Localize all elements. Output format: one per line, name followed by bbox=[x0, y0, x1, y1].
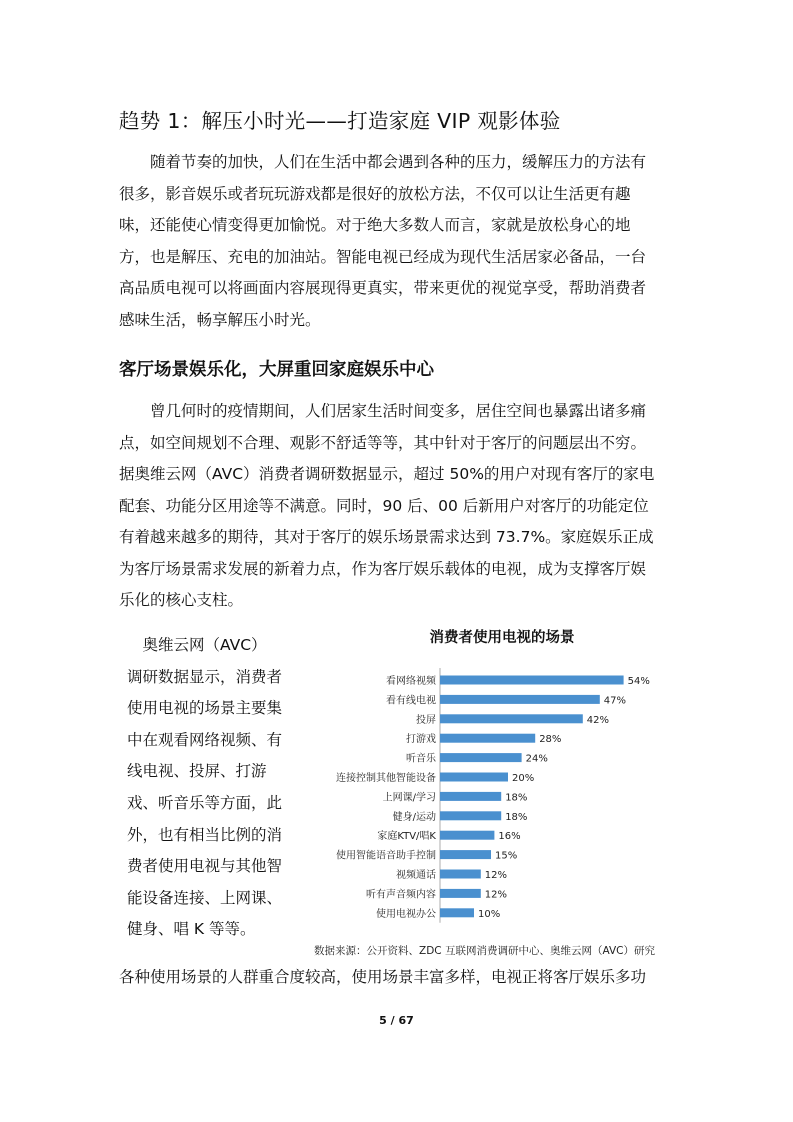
category-label: 上网课/学习 bbox=[382, 792, 436, 804]
category-label: 打游戏 bbox=[406, 734, 436, 746]
value-label: 18% bbox=[505, 811, 528, 823]
bar bbox=[440, 850, 491, 859]
bar bbox=[440, 714, 583, 723]
paragraph-line: 有着越来越多的期待，其对于客厅的娱乐场景需求达到 73.7%。家庭娱乐正成 bbox=[119, 528, 654, 546]
value-label: 54% bbox=[627, 676, 650, 687]
category-label: 健身/运动 bbox=[392, 811, 436, 823]
value-label: 47% bbox=[603, 695, 627, 707]
side-text-line: 线电视、投屏、打游 bbox=[127, 762, 267, 781]
category-label: 连接控制其他智能设备 bbox=[336, 773, 436, 784]
bar bbox=[440, 811, 501, 820]
paragraph-line: 感味生活，畅享解压小时光。 bbox=[119, 310, 321, 329]
paragraph-line: 曾几何时的疫情期间，人们居家生活时间变多，居住空间也暴露出诸多痛 bbox=[119, 402, 647, 420]
side-text bbox=[127, 630, 297, 946]
data-source-note: 数据来源：公开资料、ZDC 互联网消费调研中心、奥维云网（AVC）研究 bbox=[314, 945, 655, 957]
side-text-line: 能设备连接、上网课、 bbox=[127, 888, 283, 907]
value-label: 15% bbox=[495, 850, 518, 862]
side-text-line: 使用电视的场景主要集 bbox=[127, 699, 283, 718]
paragraph-line: 为客厅场景需求发展的新着力点，作为客厅娱乐载体的电视，成为支撑客厅娱 bbox=[119, 559, 647, 578]
intro-paragraph bbox=[119, 147, 677, 336]
value-label: 42% bbox=[586, 714, 610, 726]
value-label: 20% bbox=[512, 773, 535, 784]
paragraph-line: 味，还能使心情变得更加愉悦。对于绝大多数人而言，家就是放松身心的地 bbox=[119, 216, 631, 234]
bar bbox=[440, 734, 535, 743]
bar bbox=[440, 908, 474, 917]
category-label: 视频通话 bbox=[396, 870, 436, 881]
section-heading: 趋势 1：解压小时光——打造家庭 VIP 观影体验 bbox=[119, 109, 561, 133]
paragraph-line: 高品质电视可以将画面内容展现得更真实，带来更优的视觉享受，帮助消费者 bbox=[119, 279, 647, 297]
paragraph-line: 方，也是解压、充电的加油站。智能电视已经成为现代生活居家必备品，一台 bbox=[119, 247, 647, 266]
category-label: 投屏 bbox=[416, 714, 436, 726]
side-text-line: 调研数据显示，消费者 bbox=[127, 667, 283, 686]
value-label: 12% bbox=[484, 870, 508, 881]
bar bbox=[440, 773, 508, 782]
side-text-line: 戏、听音乐等方面，此 bbox=[127, 793, 283, 812]
paragraph-line: 随着节奏的加快，人们在生活中都会遇到各种的压力，缓解压力的方法有 bbox=[119, 153, 647, 171]
category-label: 使用电视办公 bbox=[376, 908, 436, 920]
page-number: 5 / 67 bbox=[379, 1014, 414, 1027]
category-label: 使用智能语音助手控制 bbox=[336, 850, 436, 862]
bar bbox=[440, 889, 481, 898]
paragraph-line: 点，如空间规划不合理、观影不舒适等等，其中针对于客厅的问题层出不穷。 bbox=[119, 433, 647, 452]
bar bbox=[440, 695, 600, 704]
side-text-line: 奥维云网（AVC） bbox=[127, 636, 267, 654]
continuation-text: 各种使用场景的人群重合度较高，使用场景丰富多样，电视正将客厅娱乐多功 bbox=[119, 968, 647, 986]
living-room-paragraph bbox=[119, 396, 677, 617]
paragraph-line: 配套、功能分区用途等不满意。同时，90 后、00 后新用户对客厅的功能定位 bbox=[119, 496, 649, 515]
subsection-heading: 客厅场景娱乐化，大屏重回家庭娱乐中心 bbox=[119, 360, 434, 380]
side-text-line: 费者使用电视与其他智 bbox=[127, 857, 283, 876]
category-label: 看有线电视 bbox=[386, 695, 436, 707]
bar bbox=[440, 831, 494, 840]
value-label: 16% bbox=[498, 831, 521, 843]
bar bbox=[440, 676, 624, 685]
side-text-line: 中在观看网络视频、有 bbox=[127, 730, 283, 749]
category-label: 听音乐 bbox=[406, 753, 436, 765]
side-text-line: 健身、唱 K 等等。 bbox=[127, 920, 256, 939]
value-label: 28% bbox=[539, 734, 562, 746]
paragraph-line: 据奥维云网（AVC）消费者调研数据显示，超过 50%的用户对现有客厅的家电 bbox=[119, 465, 655, 483]
chart-title: 消费者使用电视的场景 bbox=[429, 630, 575, 646]
bar bbox=[440, 753, 522, 762]
bar bbox=[440, 870, 481, 879]
value-label: 10% bbox=[478, 908, 501, 920]
bar bbox=[440, 792, 501, 801]
category-label: 看网络视频 bbox=[386, 676, 436, 687]
paragraph-line: 很多，影音娱乐或者玩玩游戏都是很好的放松方法，不仅可以让生活更有趣 bbox=[119, 184, 631, 203]
value-label: 18% bbox=[505, 792, 528, 804]
value-label: 24% bbox=[525, 753, 548, 765]
side-text-line: 外，也有相当比例的消 bbox=[127, 825, 283, 844]
paragraph-line: 乐化的核心支柱。 bbox=[119, 591, 244, 609]
usage-scenario-bar-chart bbox=[300, 666, 670, 926]
category-label: 听有声音频内容 bbox=[366, 889, 436, 901]
value-label: 12% bbox=[484, 889, 508, 901]
category-label: 家庭KTV/唱K bbox=[377, 831, 436, 843]
